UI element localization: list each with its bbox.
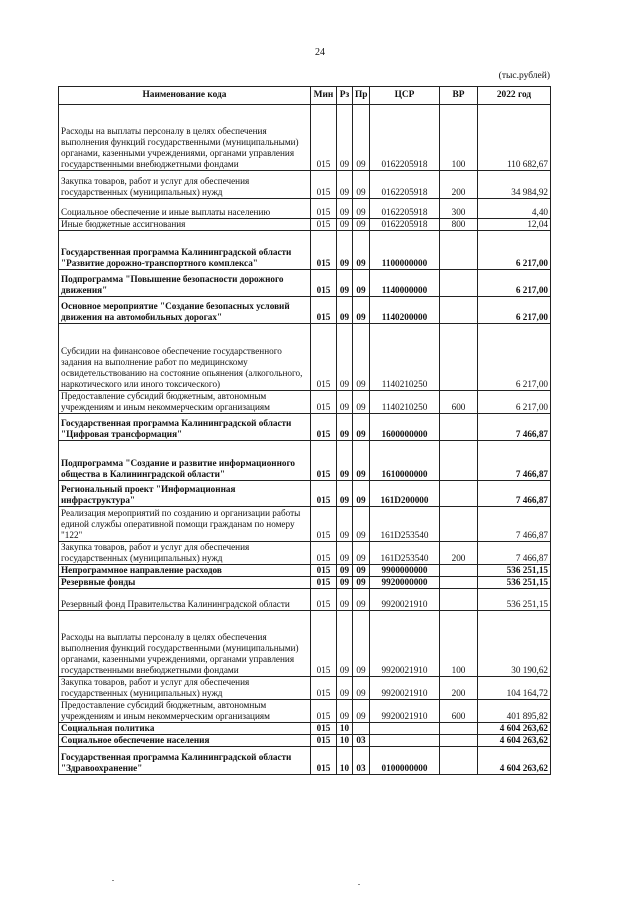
row-pr: 09 xyxy=(353,700,370,723)
row-csr: 1140000000 xyxy=(370,270,440,297)
row-vr xyxy=(440,270,478,297)
table-row xyxy=(59,700,551,723)
table-row xyxy=(59,507,551,542)
row-name: Социальное обеспечение населения xyxy=(59,735,311,747)
row-amount: 6 217,00 xyxy=(478,270,551,297)
row-vr: 100 xyxy=(440,105,478,171)
row-name: Предоставление субсидий бюджетным, автономным учреждениям и иным некоммерческим организациям xyxy=(59,391,311,414)
row-min: 015 xyxy=(311,171,337,199)
row-pr: 09 xyxy=(353,677,370,700)
table-row xyxy=(59,231,551,270)
row-name: Непрограммное направление расходов xyxy=(59,565,311,577)
row-min: 015 xyxy=(311,565,337,577)
table-row xyxy=(59,723,551,735)
row-amount: 7 466,87 xyxy=(478,414,551,441)
row-pr: 09 xyxy=(353,589,370,611)
row-pr: 09 xyxy=(353,441,370,481)
row-vr: 200 xyxy=(440,171,478,199)
row-amount: 7 466,87 xyxy=(478,441,551,481)
row-vr xyxy=(440,589,478,611)
row-vr xyxy=(440,297,478,324)
row-rz: 10 xyxy=(337,735,353,747)
row-min: 015 xyxy=(311,414,337,441)
row-csr: 161D200000 xyxy=(370,481,440,507)
row-amount: 536 251,15 xyxy=(478,577,551,589)
header-csr: ЦСР xyxy=(370,87,440,105)
row-name: Закупка товаров, работ и услуг для обеспечения государственных (муниципальных) нужд xyxy=(59,677,311,700)
row-pr: 09 xyxy=(353,231,370,270)
row-csr: 161D253540 xyxy=(370,507,440,542)
row-min: 015 xyxy=(311,231,337,270)
row-csr: 9900000000 xyxy=(370,565,440,577)
row-rz: 09 xyxy=(337,542,353,565)
table-row xyxy=(59,297,551,324)
row-vr xyxy=(440,747,478,775)
row-vr: 200 xyxy=(440,542,478,565)
row-rz: 09 xyxy=(337,481,353,507)
header-min: Мин xyxy=(311,87,337,105)
row-name: Социальная политика xyxy=(59,723,311,735)
row-min: 015 xyxy=(311,542,337,565)
row-rz: 09 xyxy=(337,199,353,219)
row-pr xyxy=(353,723,370,735)
row-pr: 09 xyxy=(353,324,370,391)
row-pr: 09 xyxy=(353,270,370,297)
row-vr xyxy=(440,481,478,507)
row-min: 015 xyxy=(311,481,337,507)
row-csr: 1140200000 xyxy=(370,297,440,324)
row-min: 015 xyxy=(311,700,337,723)
row-amount: 7 466,87 xyxy=(478,507,551,542)
table-row xyxy=(59,577,551,589)
row-csr: 9920000000 xyxy=(370,577,440,589)
row-rz: 10 xyxy=(337,723,353,735)
row-name: Реализация мероприятий по созданию и организации работы единой службы оперативной помощи гражданам по номеру "122" xyxy=(59,507,311,542)
row-rz: 09 xyxy=(337,324,353,391)
row-min: 015 xyxy=(311,589,337,611)
row-min: 015 xyxy=(311,723,337,735)
row-vr xyxy=(440,414,478,441)
row-amount: 401 895,82 xyxy=(478,700,551,723)
row-pr: 09 xyxy=(353,297,370,324)
row-rz: 09 xyxy=(337,700,353,723)
row-csr: 9920021910 xyxy=(370,611,440,677)
row-pr: 09 xyxy=(353,219,370,231)
row-rz: 09 xyxy=(337,391,353,414)
row-csr: 161D253540 xyxy=(370,542,440,565)
row-amount: 104 164,72 xyxy=(478,677,551,700)
table-row xyxy=(59,391,551,414)
row-pr: 09 xyxy=(353,171,370,199)
row-min: 015 xyxy=(311,735,337,747)
row-vr xyxy=(440,324,478,391)
row-amount: 30 190,62 xyxy=(478,611,551,677)
row-vr: 100 xyxy=(440,611,478,677)
row-name: Субсидии на финансовое обеспечение государственного задания на выполнение работ по медицинскому освидетельствованию на состояние опьянения (алкогольного, наркотического или иного токсического) xyxy=(59,324,311,391)
row-vr: 800 xyxy=(440,219,478,231)
row-min: 015 xyxy=(311,611,337,677)
row-name: Государственная программа Калининградской области "Цифровая трансформация" xyxy=(59,414,311,441)
scan-speck xyxy=(112,880,114,881)
row-min: 015 xyxy=(311,105,337,171)
row-pr: 09 xyxy=(353,105,370,171)
row-rz: 09 xyxy=(337,219,353,231)
header-name: Наименование кода xyxy=(59,87,311,105)
table-row xyxy=(59,270,551,297)
row-min: 015 xyxy=(311,297,337,324)
row-vr xyxy=(440,441,478,481)
row-csr: 0162205918 xyxy=(370,171,440,199)
table-row xyxy=(59,199,551,219)
row-name: Подпрограмма "Создание и развитие информационного общества в Калининградской области" xyxy=(59,441,311,481)
row-amount: 6 217,00 xyxy=(478,297,551,324)
row-name: Закупка товаров, работ и услуг для обеспечения государственных (муниципальных) нужд xyxy=(59,171,311,199)
row-rz: 09 xyxy=(337,231,353,270)
row-csr: 1600000000 xyxy=(370,414,440,441)
row-pr: 09 xyxy=(353,565,370,577)
row-pr: 09 xyxy=(353,481,370,507)
table-row xyxy=(59,735,551,747)
row-amount: 7 466,87 xyxy=(478,481,551,507)
row-name: Резервные фонды xyxy=(59,577,311,589)
row-vr: 600 xyxy=(440,700,478,723)
row-amount: 12,04 xyxy=(478,219,551,231)
row-name: Закупка товаров, работ и услуг для обеспечения государственных (муниципальных) нужд xyxy=(59,542,311,565)
row-pr: 09 xyxy=(353,507,370,542)
row-min: 015 xyxy=(311,507,337,542)
row-rz: 09 xyxy=(337,611,353,677)
row-amount: 4 604 263,62 xyxy=(478,723,551,735)
row-csr: 0162205918 xyxy=(370,219,440,231)
row-csr: 0162205918 xyxy=(370,199,440,219)
row-csr: 1610000000 xyxy=(370,441,440,481)
row-rz: 09 xyxy=(337,577,353,589)
table-row xyxy=(59,677,551,700)
units-label: (тыс.рублей) xyxy=(498,71,550,81)
row-csr: 9920021910 xyxy=(370,700,440,723)
row-amount: 6 217,00 xyxy=(478,324,551,391)
row-rz: 09 xyxy=(337,565,353,577)
row-name: Предоставление субсидий бюджетным, автономным учреждениям и иным некоммерческим организациям xyxy=(59,700,311,723)
row-rz: 09 xyxy=(337,171,353,199)
page-number: 24 xyxy=(315,47,325,58)
row-csr: 1140210250 xyxy=(370,324,440,391)
row-amount: 6 217,00 xyxy=(478,231,551,270)
row-rz: 09 xyxy=(337,297,353,324)
header-year: 2022 год xyxy=(478,87,551,105)
row-amount: 110 682,67 xyxy=(478,105,551,171)
table-header-row xyxy=(59,87,551,105)
budget-table xyxy=(58,86,551,775)
row-amount: 7 466,87 xyxy=(478,542,551,565)
row-pr: 03 xyxy=(353,735,370,747)
table-row xyxy=(59,589,551,611)
row-min: 015 xyxy=(311,747,337,775)
table-row xyxy=(59,219,551,231)
row-csr: 0100000000 xyxy=(370,747,440,775)
row-name: Основное мероприятие "Создание безопасных условий движения на автомобильных дорогах" xyxy=(59,297,311,324)
row-csr: 1100000000 xyxy=(370,231,440,270)
table-row xyxy=(59,747,551,775)
row-name: Резервный фонд Правительства Калининградской области xyxy=(59,589,311,611)
row-min: 015 xyxy=(311,219,337,231)
table-row xyxy=(59,171,551,199)
row-csr: 0162205918 xyxy=(370,105,440,171)
row-vr xyxy=(440,577,478,589)
row-rz: 09 xyxy=(337,589,353,611)
row-name: Государственная программа Калининградской области "Развитие дорожно-транспортного комплекса" xyxy=(59,231,311,270)
row-rz: 10 xyxy=(337,747,353,775)
row-rz: 09 xyxy=(337,507,353,542)
table-row xyxy=(59,542,551,565)
row-amount: 4 604 263,62 xyxy=(478,747,551,775)
row-pr: 09 xyxy=(353,542,370,565)
row-vr: 200 xyxy=(440,677,478,700)
table-row xyxy=(59,611,551,677)
row-name: Социальное обеспечение и иные выплаты населению xyxy=(59,199,311,219)
row-min: 015 xyxy=(311,577,337,589)
row-amount: 34 984,92 xyxy=(478,171,551,199)
row-rz: 09 xyxy=(337,414,353,441)
row-amount: 536 251,15 xyxy=(478,565,551,577)
row-csr xyxy=(370,723,440,735)
row-vr xyxy=(440,507,478,542)
row-amount: 4,40 xyxy=(478,199,551,219)
row-name: Расходы на выплаты персоналу в целях обеспечения выполнения функций государственными (муниципальными) органами, казенными учреждениями, органами управления государственными внебюджетными фондами xyxy=(59,611,311,677)
row-min: 015 xyxy=(311,441,337,481)
row-pr: 09 xyxy=(353,199,370,219)
row-pr: 09 xyxy=(353,414,370,441)
table-row xyxy=(59,565,551,577)
header-vr: ВР xyxy=(440,87,478,105)
row-pr: 09 xyxy=(353,577,370,589)
row-vr xyxy=(440,231,478,270)
row-csr xyxy=(370,735,440,747)
row-rz: 09 xyxy=(337,677,353,700)
row-min: 015 xyxy=(311,324,337,391)
row-pr: 09 xyxy=(353,611,370,677)
row-rz: 09 xyxy=(337,105,353,171)
table-row xyxy=(59,481,551,507)
row-name: Расходы на выплаты персоналу в целях обеспечения выполнения функций государственными (муниципальными) органами, казенными учреждениями, органами управления государственными внебюджетными фондами xyxy=(59,105,311,171)
row-min: 015 xyxy=(311,391,337,414)
row-pr: 03 xyxy=(353,747,370,775)
row-amount: 6 217,00 xyxy=(478,391,551,414)
scan-speck xyxy=(358,884,360,885)
header-pr: Пр xyxy=(353,87,370,105)
row-rz: 09 xyxy=(337,270,353,297)
row-name: Государственная программа Калининградской области "Здравоохранение" xyxy=(59,747,311,775)
row-pr: 09 xyxy=(353,391,370,414)
row-name: Подпрограмма "Повышение безопасности дорожного движения" xyxy=(59,270,311,297)
row-csr: 9920021910 xyxy=(370,589,440,611)
table-row xyxy=(59,105,551,171)
row-amount: 4 604 263,62 xyxy=(478,735,551,747)
row-rz: 09 xyxy=(337,441,353,481)
row-csr: 1140210250 xyxy=(370,391,440,414)
row-name: Региональный проект "Информационная инфраструктура" xyxy=(59,481,311,507)
row-csr: 9920021910 xyxy=(370,677,440,700)
table-row xyxy=(59,414,551,441)
row-name: Иные бюджетные ассигнования xyxy=(59,219,311,231)
table-row xyxy=(59,441,551,481)
row-vr xyxy=(440,735,478,747)
row-vr: 600 xyxy=(440,391,478,414)
row-vr: 300 xyxy=(440,199,478,219)
row-min: 015 xyxy=(311,677,337,700)
table-row xyxy=(59,324,551,391)
row-vr xyxy=(440,565,478,577)
row-vr xyxy=(440,723,478,735)
header-rz: Рз xyxy=(337,87,353,105)
row-min: 015 xyxy=(311,270,337,297)
row-min: 015 xyxy=(311,199,337,219)
row-amount: 536 251,15 xyxy=(478,589,551,611)
